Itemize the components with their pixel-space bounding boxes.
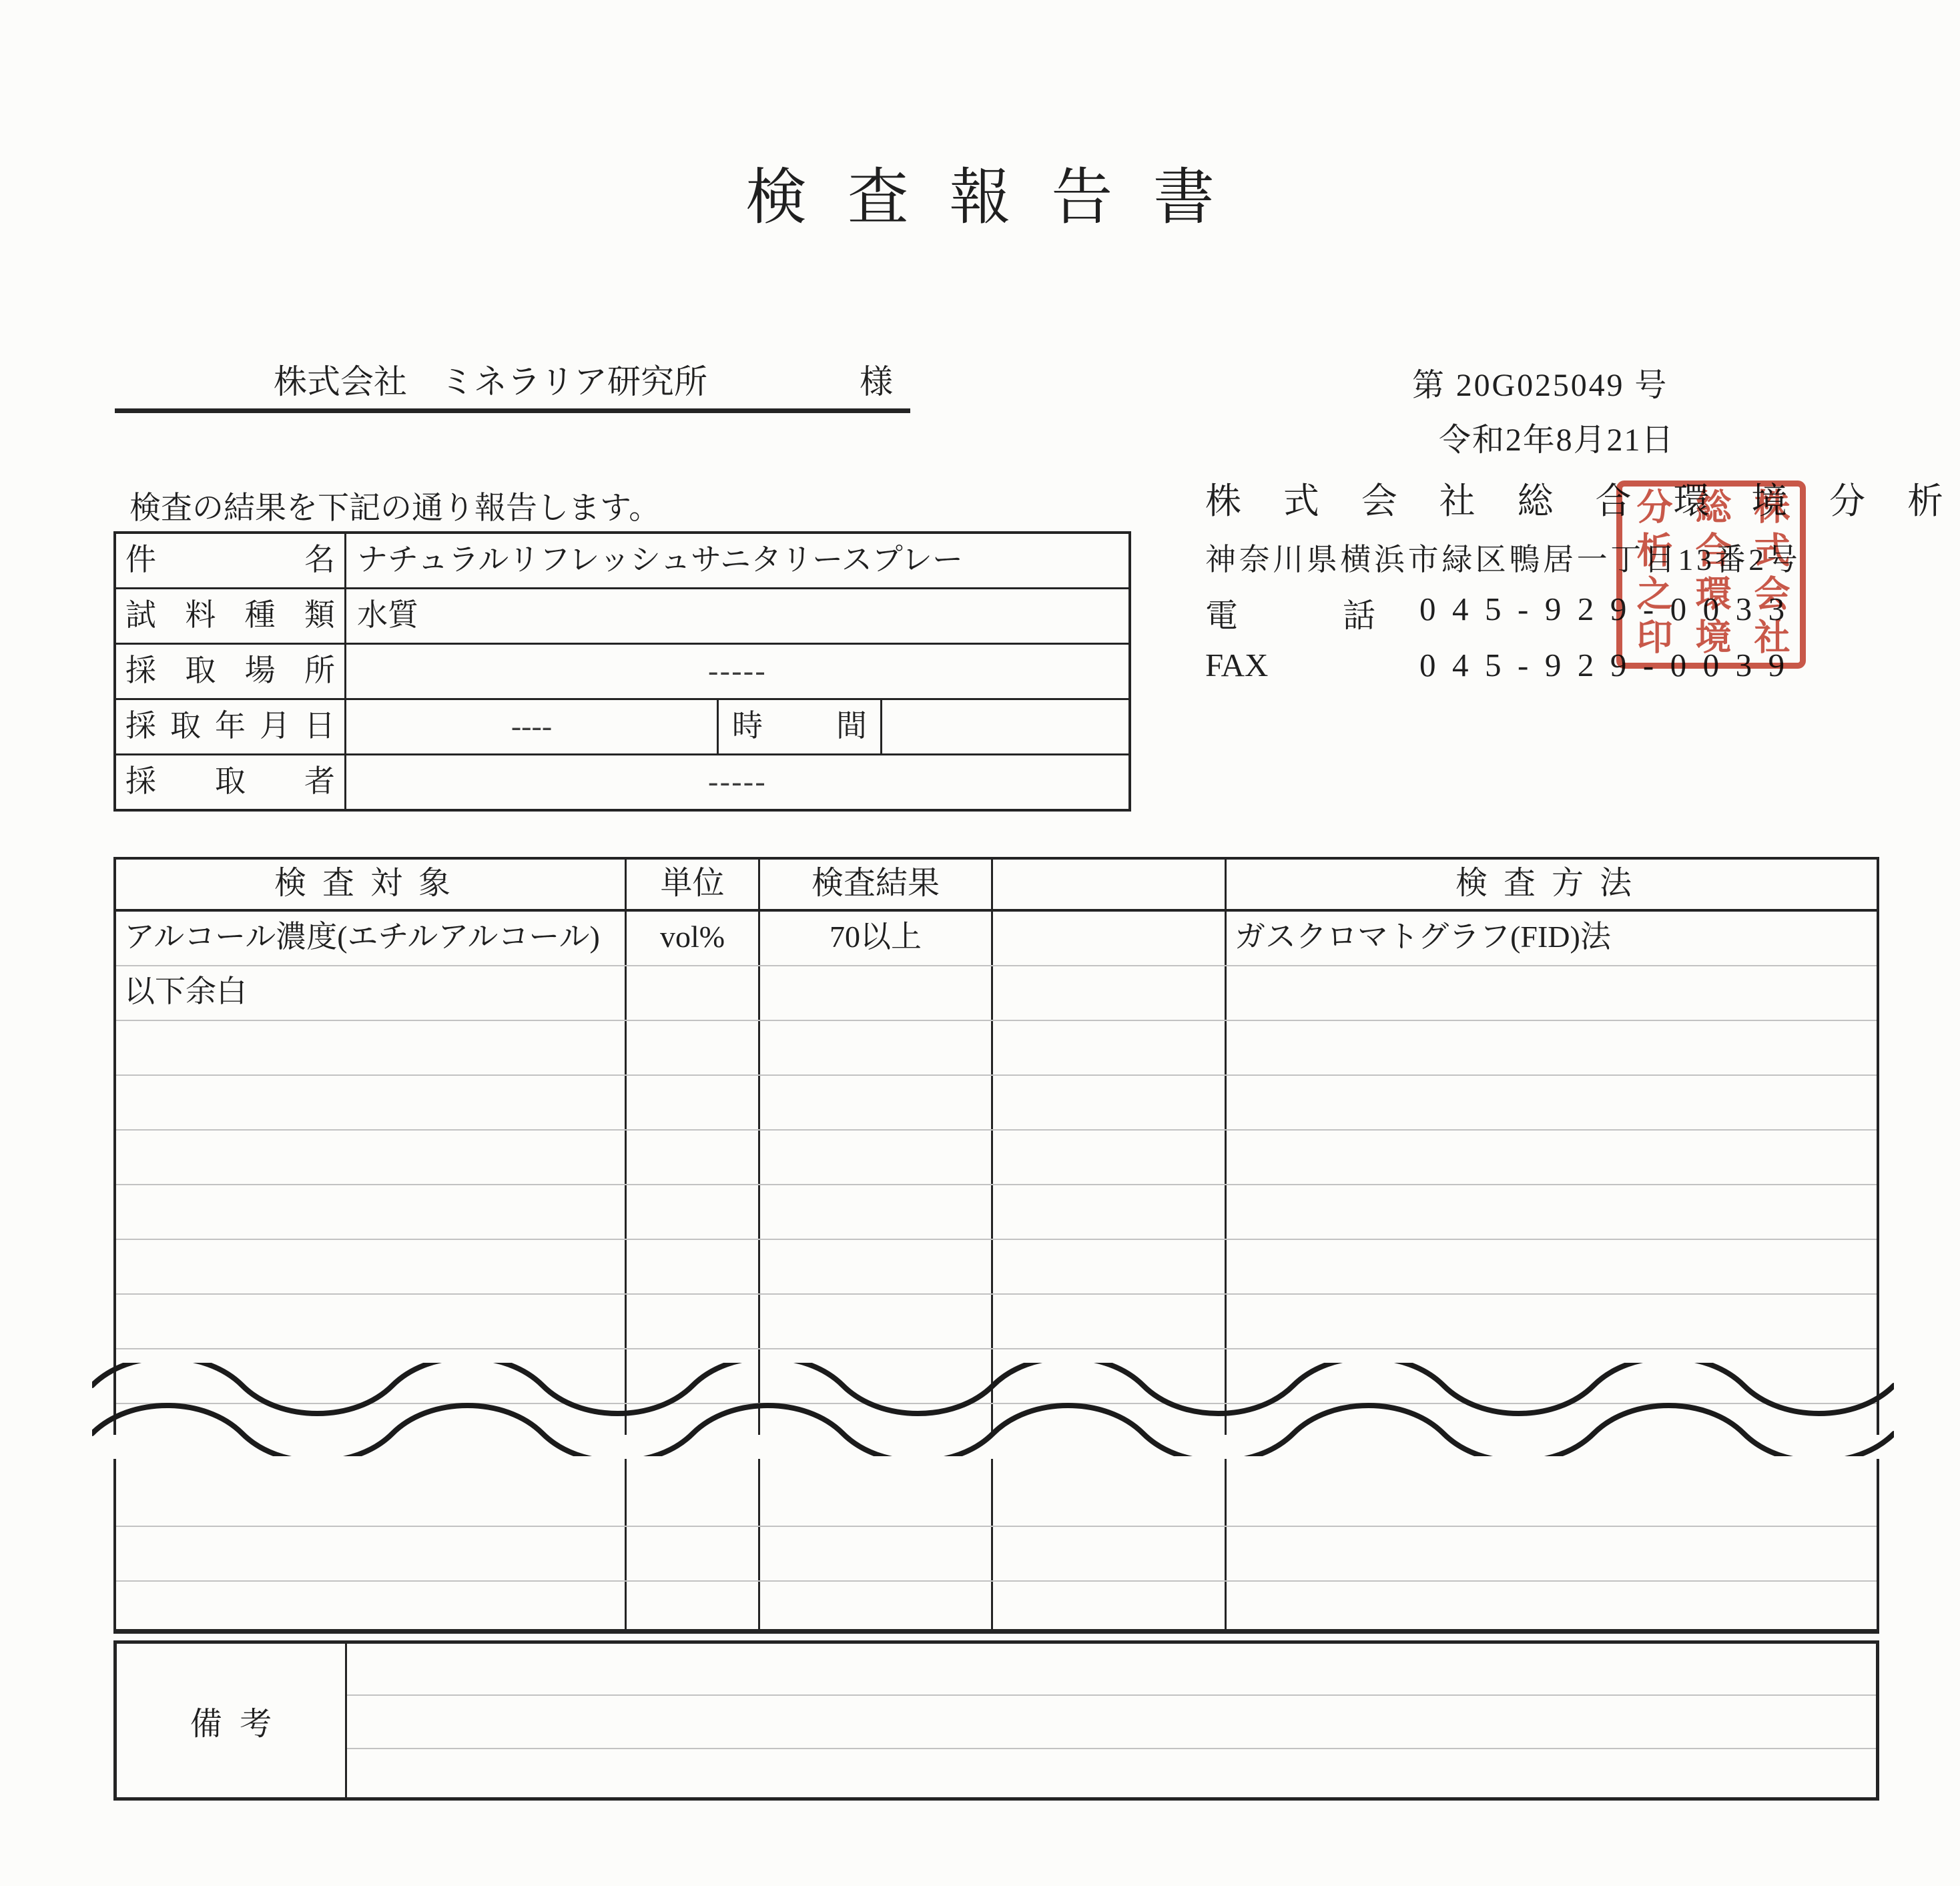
result-table-header	[116, 860, 1877, 912]
addressee-name: 株式会社 ミネラリア研究所	[274, 363, 707, 400]
issuer-address: 神奈川県横浜市緑区鴨居一丁目13番2号	[1205, 543, 1801, 577]
result-target: アルコール濃度(エチルアルコール)	[116, 912, 627, 965]
tel-value: 045-929-0033	[1419, 591, 1801, 627]
empty-row	[116, 1240, 1877, 1295]
info-value-sampling-date: ----	[511, 709, 553, 743]
header-blank	[993, 860, 1227, 909]
info-value-sample-type: 水質	[357, 598, 418, 632]
info-label-time: 時間	[717, 700, 882, 753]
header-target: 検査対象	[116, 860, 627, 909]
issuer-company-name: 株式会社総合環境分析	[1205, 481, 1943, 521]
header-result: 検査結果	[760, 860, 993, 909]
empty-row	[116, 1582, 1877, 1634]
report-number: 第 20G025049 号	[1412, 368, 1669, 403]
info-row-sampling-date	[116, 700, 1128, 755]
info-row-sampler	[116, 755, 1128, 809]
info-label-sample-type: 試料種類	[116, 589, 346, 643]
wave-line-bottom	[92, 1405, 1894, 1456]
fax-label: FAX	[1205, 647, 1269, 683]
remarks-rule-line	[347, 1748, 1876, 1749]
info-value-subject: ナチュラルリフレッシュサニタリースプレー	[357, 543, 964, 577]
result-table-upper	[113, 857, 1879, 1435]
result-blank-cell	[993, 912, 1227, 965]
result-row-blank-note	[116, 966, 1877, 1021]
addressee-line	[115, 355, 910, 413]
report-date: 令和2年8月21日	[1439, 422, 1675, 458]
empty-row	[116, 1185, 1877, 1240]
fax-value: 045-929-0039	[1419, 647, 1801, 683]
sample-info-table	[113, 531, 1131, 812]
info-value-time	[882, 700, 1128, 753]
info-row-sample-type	[116, 589, 1128, 645]
page-title: 検査報告書	[745, 164, 1255, 232]
result-unit: vol%	[627, 912, 760, 965]
remarks-body	[347, 1644, 1876, 1797]
info-value-sampling-date-group	[346, 700, 1128, 753]
info-row-subject	[116, 534, 1128, 589]
empty-row	[116, 1459, 1877, 1527]
remarks-box	[113, 1640, 1879, 1801]
empty-row	[116, 1021, 1877, 1076]
blank-below-note: 以下余白	[116, 966, 627, 1020]
info-label-sampling-date: 採取年月日	[116, 700, 346, 753]
info-value-sampling-place: -----	[707, 653, 767, 687]
wavy-cut-lines	[92, 1363, 1894, 1456]
tel-label: 電話	[1205, 597, 1375, 634]
company-seal-stamp: 株式会社総合環境分析之印	[1616, 481, 1806, 669]
info-label-sampling-place: 採取場所	[116, 645, 346, 698]
remarks-rule-line	[347, 1694, 1876, 1696]
empty-row	[116, 1527, 1877, 1582]
result-table-lower	[113, 1459, 1879, 1634]
issuer-tel-line	[1205, 590, 1943, 637]
result-method: ガスクロマトグラフ(FID)法	[1235, 920, 1611, 954]
header-unit: 単位	[627, 860, 760, 909]
info-value-sampler: -----	[707, 764, 767, 798]
info-label-subject: 件名	[116, 534, 346, 587]
result-value: 70以上	[760, 912, 993, 965]
empty-row	[116, 1131, 1877, 1185]
result-row-alcohol	[116, 912, 1877, 966]
info-label-sampler: 採取者	[116, 755, 346, 809]
wave-line-top	[92, 1363, 1894, 1413]
header-method: 検査方法	[1455, 866, 1648, 901]
empty-row	[116, 1076, 1877, 1131]
issuer-fax-line	[1205, 646, 1943, 684]
remarks-label: 備考	[117, 1644, 347, 1797]
addressee-honorific: 様	[860, 363, 893, 400]
intro-text: 検査の結果を下記の通り報告します。	[129, 491, 661, 526]
info-row-sampling-place	[116, 645, 1128, 700]
empty-row	[116, 1295, 1877, 1349]
